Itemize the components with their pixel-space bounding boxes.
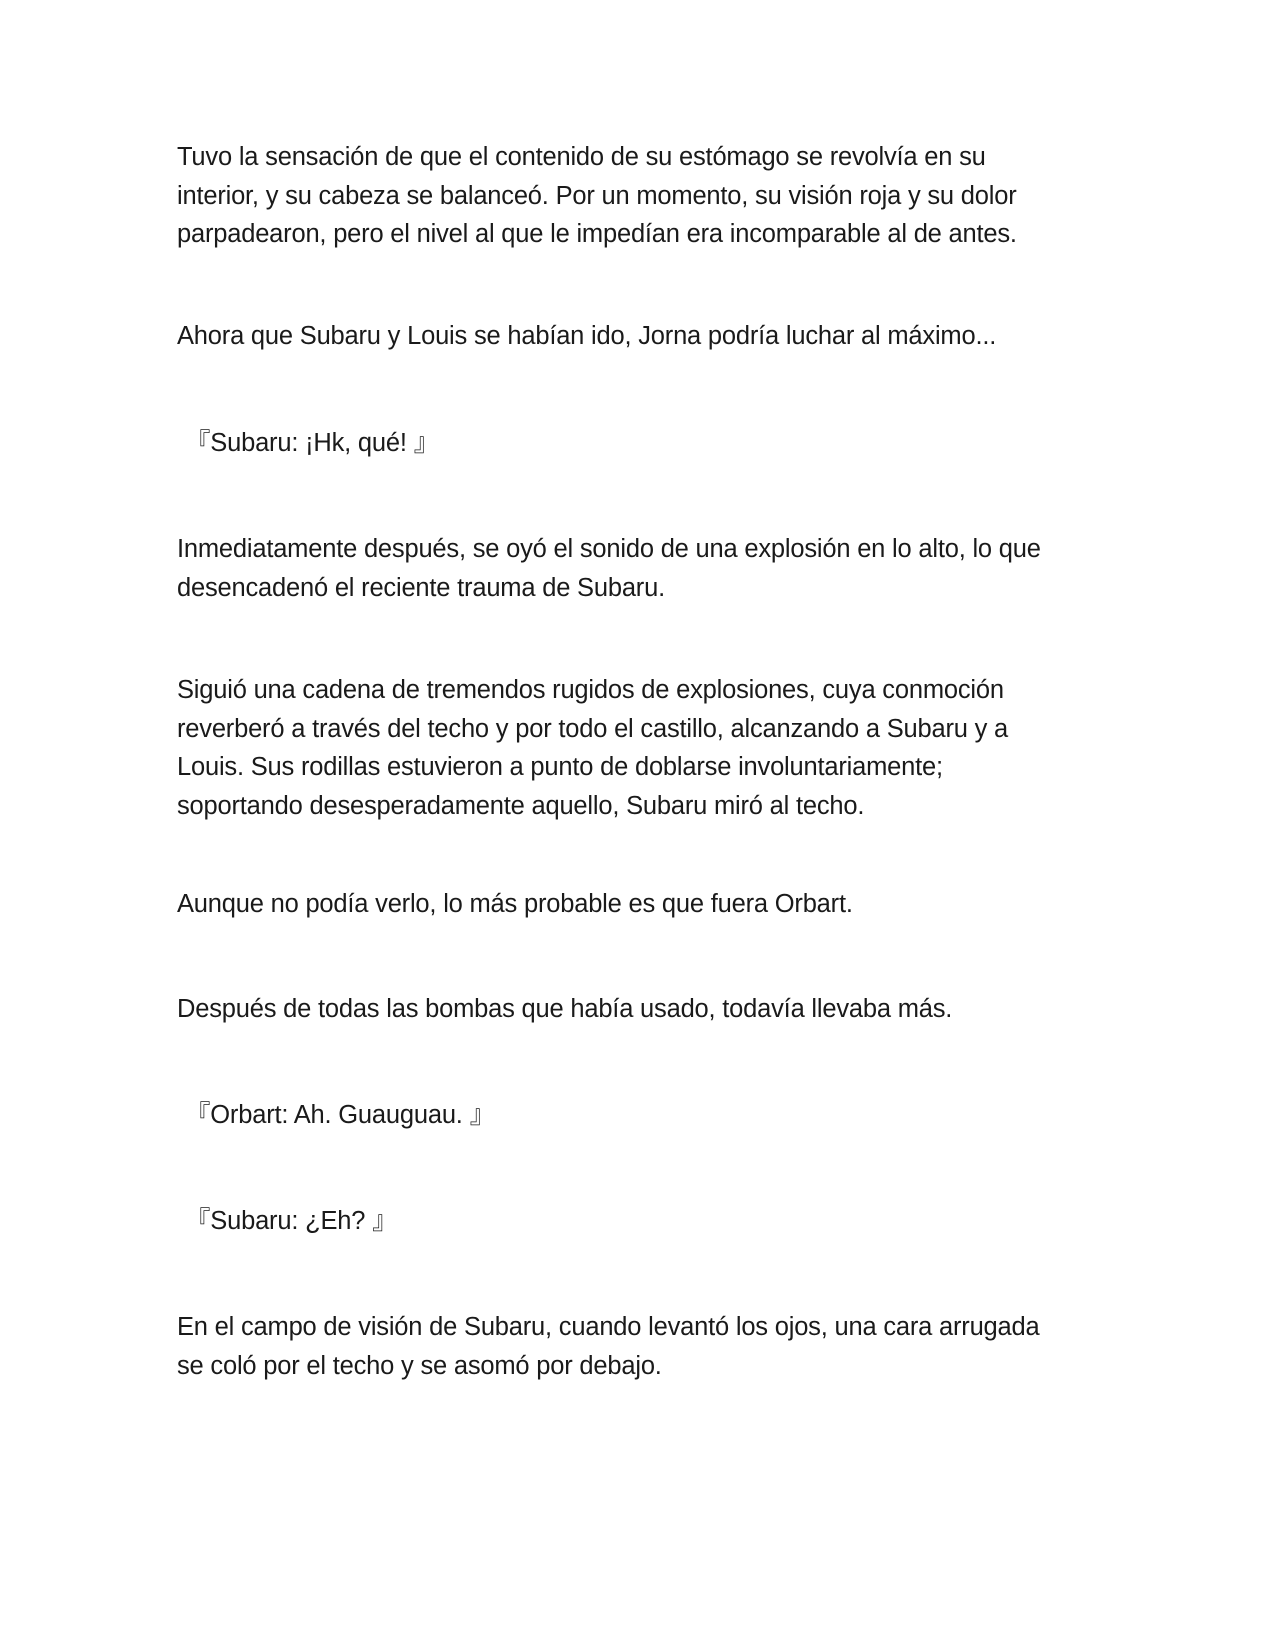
text-line: Louis. Sus rodillas estuvieron a punto de doblarse involuntariamente;: [177, 753, 943, 781]
text-line: Siguió una cadena de tremendos rugidos de explosiones, cuya conmoción: [177, 676, 1004, 704]
text-line: parpadearon, pero el nivel al que le impedían era incomparable al de antes.: [177, 220, 1017, 248]
text-line: desencadenó el reciente trauma de Subaru.: [177, 573, 665, 602]
paragraph-5: [177, 885, 1107, 924]
paragraph-7: [177, 1308, 1107, 1385]
text-line: Después de todas las bombas que había usado, todavía llevaba más.: [177, 995, 953, 1023]
paragraph-6: [177, 990, 1107, 1029]
paragraph-4: [177, 671, 1107, 825]
paragraph-3: [177, 530, 1107, 607]
dialogue-subaru-2: [185, 1202, 1115, 1241]
paragraph-1: [177, 138, 1107, 254]
dialogue-line: 『Subaru: ¿Eh? 』: [185, 1207, 398, 1235]
text-line: Ahora que Subaru y Louis se habían ido, Jorna podría luchar al máximo...: [177, 322, 997, 350]
dialogue-line: 『Orbart: Ah. Guauguau. 』: [185, 1101, 495, 1129]
dialogue-line: 『Subaru: ¡Hk, qué! 』: [185, 429, 439, 457]
text-line: soportando desesperadamente aquello, Subaru miró al techo.: [177, 791, 865, 820]
text-line: se coló por el techo y se asomó por debajo.: [177, 1351, 662, 1380]
paragraph-2: [177, 317, 1107, 356]
text-line: Tuvo la sensación de que el contenido de su estómago se revolvía en su: [177, 143, 986, 171]
text-line: interior, y su cabeza se balanceó. Por un momento, su visión roja y su dolor: [177, 181, 1017, 210]
text-line: Aunque no podía verlo, lo más probable es que fuera Orbart.: [177, 890, 853, 918]
text-line: reverberó a través del techo y por todo el castillo, alcanzando a Subaru y a: [177, 714, 1009, 743]
text-line: En el campo de visión de Subaru, cuando levantó los ojos, una cara arrugada: [177, 1313, 1040, 1341]
text-line: Inmediatamente después, se oyó el sonido de una explosión en lo alto, lo que: [177, 535, 1041, 563]
dialogue-subaru-1: [185, 424, 1115, 463]
dialogue-orbart: [185, 1096, 1115, 1135]
